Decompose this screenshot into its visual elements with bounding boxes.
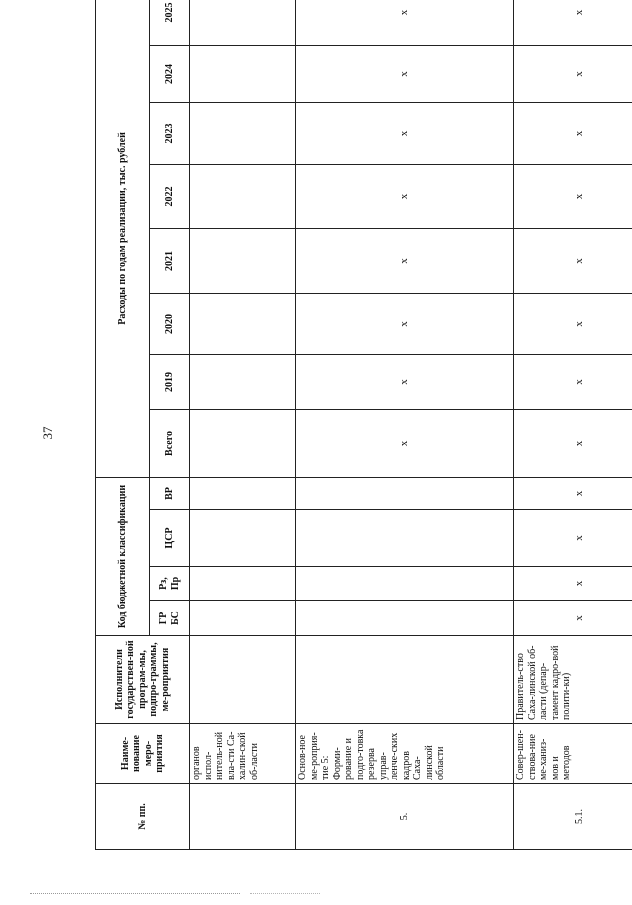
header-vr: ВР [150, 477, 190, 509]
table-row [190, 0, 296, 850]
header-grbs: ГР БС [150, 601, 190, 636]
row-vr [190, 477, 296, 509]
header-csr: ЦСР [150, 510, 190, 567]
header-row-1 [96, 0, 150, 850]
row-name: Основ-ное ме-роприя-тие 5: Форми-рование и подго-товка резерва управ-ленче-ских кадров Саха-линской области [296, 724, 514, 784]
row-rzpr: x [514, 567, 632, 601]
row-2023: x [296, 102, 514, 164]
page-number: 37 [40, 426, 55, 440]
row-total: x [296, 409, 514, 477]
rotated-table-container [95, 2, 632, 850]
row-executor [296, 636, 514, 724]
row-2020: x [514, 293, 632, 354]
row-2019: x [514, 354, 632, 409]
header-year-2019: 2019 [150, 354, 190, 409]
row-executor: Правитель-ство Саха-линской об-ласти (депар-тамент кадро-вой полити-ки) [514, 636, 632, 724]
row-num: 5.1. [514, 784, 632, 850]
header-budget-code: Код бюджетной классификации [96, 477, 150, 635]
row-csr [190, 510, 296, 567]
row-vr: x [514, 477, 632, 509]
row-2021: x [296, 228, 514, 293]
header-year-2022: 2022 [150, 164, 190, 228]
header-name: Наиме-нование меро-приятия [96, 724, 190, 784]
header-year-2020: 2020 [150, 293, 190, 354]
row-2021 [190, 228, 296, 293]
row-2019 [190, 354, 296, 409]
header-year-2024: 2024 [150, 45, 190, 102]
row-2019: x [296, 354, 514, 409]
row-name: Совер-шен-ствова-ние ме-ханиз-мов и методов [514, 724, 632, 784]
scan-artifact-line [30, 893, 240, 894]
row-rzpr [296, 567, 514, 601]
row-2024 [190, 45, 296, 102]
row-csr [296, 510, 514, 567]
header-year-2023: 2023 [150, 102, 190, 164]
row-grbs [296, 601, 514, 636]
row-2024: x [514, 45, 632, 102]
row-2024: x [296, 45, 514, 102]
row-2022: x [514, 164, 632, 228]
row-total [190, 409, 296, 477]
scan-artifact-line [250, 893, 320, 894]
header-total: Всего [150, 409, 190, 477]
header-rzpr: Рз, Пр [150, 567, 190, 601]
table-row [296, 0, 514, 850]
row-2022: x [296, 164, 514, 228]
table-row [514, 0, 632, 850]
row-2025 [190, 0, 296, 45]
row-2025: x [296, 0, 514, 45]
budget-table [95, 0, 632, 850]
row-vr [296, 477, 514, 509]
row-total: x [514, 409, 632, 477]
header-num: № пп. [96, 784, 190, 850]
header-year-2021: 2021 [150, 228, 190, 293]
row-2023: x [514, 102, 632, 164]
row-executor [190, 636, 296, 724]
row-name: органов испол-нитель-ной вла-сти Са-халин-ской об-ласти [190, 724, 296, 784]
row-grbs: x [514, 601, 632, 636]
row-2020: x [296, 293, 514, 354]
row-grbs [190, 601, 296, 636]
row-2023 [190, 102, 296, 164]
header-expenses: Расходы по годам реализации, тыс. рублей [96, 0, 150, 477]
row-2022 [190, 164, 296, 228]
row-2021: x [514, 228, 632, 293]
row-num: 5. [296, 784, 514, 850]
row-num [190, 784, 296, 850]
header-executors: Исполнители государствен-ной програм-мы, подпро-граммы, ме-роприятия [96, 636, 190, 724]
row-2025: x [514, 0, 632, 45]
row-2020 [190, 293, 296, 354]
header-year-2025: 2025 [150, 0, 190, 45]
row-csr: x [514, 510, 632, 567]
row-rzpr [190, 567, 296, 601]
